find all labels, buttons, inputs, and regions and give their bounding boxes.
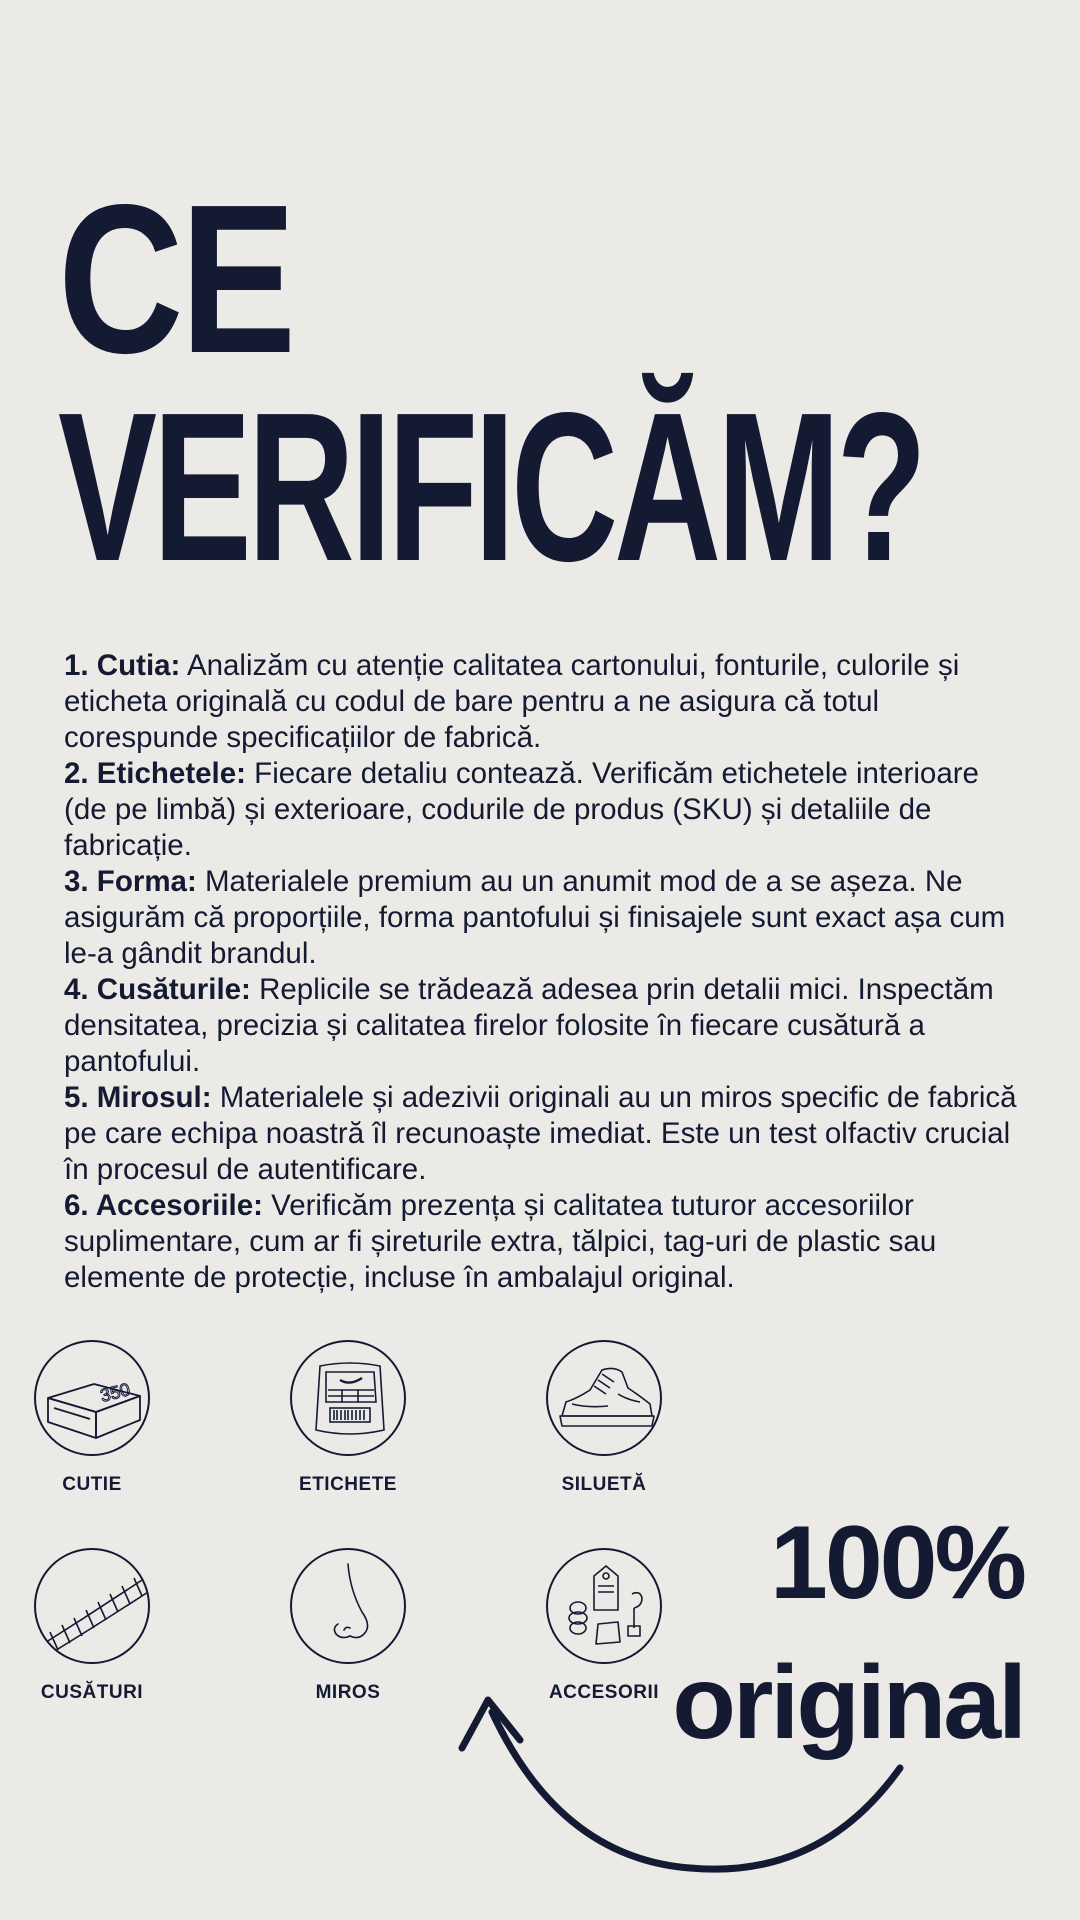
- checklist-item-text: Analizăm cu atenție calitatea cartonului, fonturile, culorile și eticheta originală cu codul de bare pentru a ne asigura că totul corespunde specificațiilor de fabrică.: [64, 649, 960, 754]
- badge-word: original: [672, 1645, 1024, 1761]
- checklist-item-label: 5. Mirosul:: [64, 1081, 212, 1114]
- checklist-item-label: 4. Cusăturile:: [64, 973, 251, 1006]
- feature-caption: SILUETĂ: [561, 1474, 647, 1495]
- svg-text:350: 350: [98, 1379, 133, 1406]
- checklist-item-text: Fiecare detaliu contează. Verificăm etichetele interioare (de pe limbă) și exterioare, codurile de produs (SKU) și detaliile de fabricație.: [64, 757, 979, 862]
- checklist-item-text: Materialele și adezivii originali au un miros specific de fabrică pe care echipa noastră îl recunoaște imediat. Este un test olfactiv crucial în procesul de autentificare.: [64, 1081, 1017, 1186]
- checklist-item-text: Materialele premium au un anumit mod de a se așeza. Ne asigurăm că proporțiile, forma pantofului și finisajele sunt exact așa cum le-a gândit brandul.: [64, 865, 1006, 970]
- checklist-item-label: 2. Etichetele:: [64, 757, 246, 790]
- checklist-item-label: 3. Forma:: [64, 865, 197, 898]
- badge-percent: 100%: [770, 1505, 1024, 1621]
- checklist-item-text: Verificăm prezența și calitatea tuturor accesoriilor suplimentare, cum ar fi șireturile extra, tălpici, tag-uri de plastic sau elemente de protecție, incluse în ambalajul original.: [64, 1189, 937, 1294]
- checklist-item-label: 1. Cutia:: [64, 649, 181, 682]
- checklist-item-text: Replicile se trădează adesea prin detalii mici. Inspectăm densitatea, precizia și calitatea firelor folosite în fiecare cusătură a pantofului.: [64, 973, 994, 1078]
- feature-caption: CUTIE: [62, 1474, 122, 1495]
- feature-caption: MIROS: [315, 1682, 381, 1703]
- feature-caption: CUSĂTURI: [40, 1682, 144, 1703]
- title-line-2: VERIFICĂM?: [58, 368, 923, 605]
- checklist-item-label: 6. Accesoriile:: [64, 1189, 263, 1222]
- feature-caption: ACCESORII: [548, 1682, 660, 1703]
- feature-caption: ETICHETE: [299, 1474, 397, 1495]
- title-line-1: CE: [58, 160, 293, 397]
